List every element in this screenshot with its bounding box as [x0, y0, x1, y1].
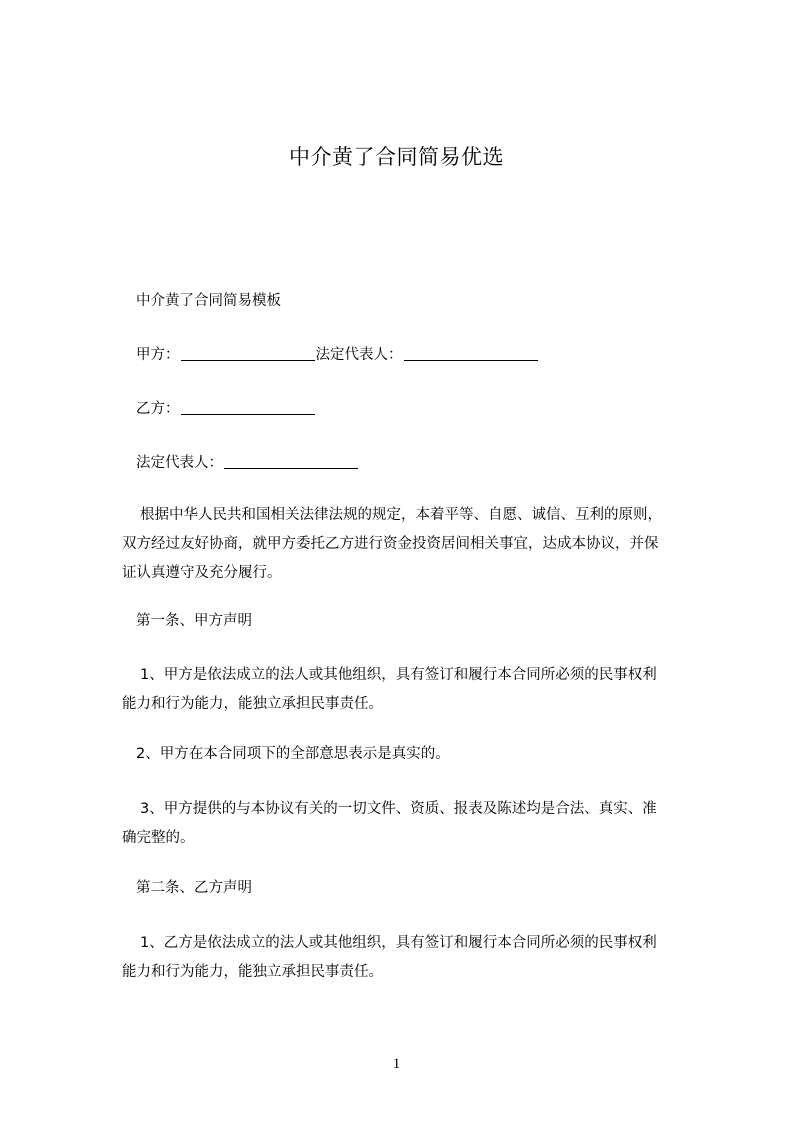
- intro-paragraph: [122, 501, 722, 588]
- article2-item1: [122, 929, 722, 987]
- intro-line: 证认真遵守及充分履行。: [122, 565, 282, 581]
- article1-item3-line: 确完整的。: [122, 830, 195, 846]
- party-a-rep-blank: [404, 346, 538, 361]
- article2-item1-line: 1、乙方是依法成立的法人或其他组织，具有签订和履行本合同所必须的民事权利: [140, 935, 657, 951]
- article1-item3-line: 3、甲方提供的与本协议有关的一切文件、资质、报表及陈述均是合法、真实、准: [140, 801, 657, 817]
- intro-line: 双方经过友好协商，就甲方委托乙方进行资金投资居间相关事宜，达成本协议，并保: [122, 536, 659, 552]
- article1-heading: 第一条、甲方声明: [136, 613, 252, 629]
- document-subtitle: 中介黄了合同简易模板: [136, 293, 281, 309]
- article1-item1: [122, 661, 722, 719]
- page-number: 1: [392, 1056, 401, 1072]
- party-a-blank: [181, 346, 315, 361]
- party-b-label: 乙方：: [136, 401, 180, 417]
- party-a-label: 甲方：: [136, 347, 180, 363]
- document-title: 中介黄了合同简易优选: [289, 145, 504, 169]
- party-b-blank: [181, 400, 315, 415]
- party-a-line: [136, 341, 714, 370]
- article1-item2: 2、甲方在本合同项下的全部意思表示是真实的。: [136, 746, 450, 762]
- article2-heading: 第二条、乙方声明: [136, 880, 252, 896]
- intro-line: 根据中华人民共和国相关法律法规的规定，本着平等、自愿、诚信、互利的原则，: [140, 507, 662, 523]
- article2-item1-line: 能力和行为能力，能独立承担民事责任。: [122, 964, 383, 980]
- party-a-rep-label: 法定代表人：: [315, 347, 403, 363]
- party-b-line: [136, 395, 714, 424]
- party-b-rep-label: 法定代表人：: [136, 455, 223, 471]
- party-b-rep-blank: [224, 454, 358, 469]
- article1-item3: [122, 795, 722, 853]
- article1-item1-line: 能力和行为能力，能独立承担民事责任。: [122, 696, 383, 712]
- article1-item1-line: 1、甲方是依法成立的法人或其他组织，具有签订和履行本合同所必须的民事权利: [140, 667, 657, 683]
- party-b-rep-line: [136, 449, 714, 478]
